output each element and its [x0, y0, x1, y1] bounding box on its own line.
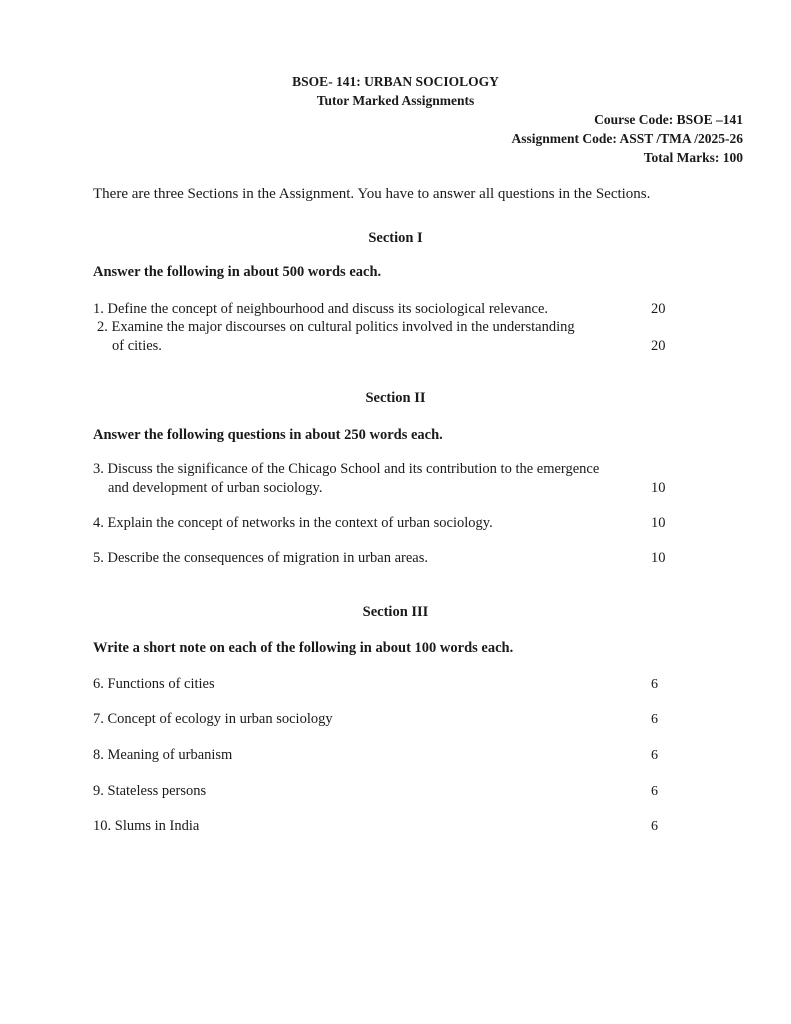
question-text-continued: of cities. [112, 338, 162, 354]
question-marks: 10 [651, 515, 666, 531]
question-text: 7. Concept of ecology in urban sociology [93, 711, 333, 727]
question-text: 1. Define the concept of neighbourhood and discuss its sociological relevance. [93, 301, 549, 317]
question-marks: 20 [651, 301, 666, 317]
section-instruction: Write a short note on each of the following in about 100 words each. [93, 640, 514, 656]
course-code: Course Code: BSOE –141 [594, 112, 743, 127]
question-text-continued: and development of urban sociology. [108, 480, 323, 496]
question-text: 9. Stateless persons [93, 783, 207, 799]
question-marks: 6 [651, 784, 658, 799]
question-marks: 10 [651, 480, 666, 496]
question-marks: 6 [651, 819, 658, 834]
question-text: 5. Describe the consequences of migration in urban areas. [93, 550, 428, 566]
question-text: 4. Explain the concept of networks in the context of urban sociology. [93, 515, 493, 531]
question-marks: 20 [651, 338, 666, 354]
total-marks: Total Marks: 100 [643, 150, 743, 165]
section-heading: Section III [362, 604, 429, 620]
intro-text: There are three Sections in the Assignment. You have to answer all questions in the Sections. [93, 186, 651, 202]
question-text: 8. Meaning of urbanism [93, 747, 233, 763]
assignment-code: Assignment Code: ASST /TMA /2025-26 [511, 131, 743, 146]
question-text: 10. Slums in India [93, 818, 200, 834]
question-marks: 10 [651, 550, 666, 566]
section-heading: Section II [365, 390, 426, 406]
question-text: 2. Examine the major discourses on cultural politics involved in the understanding [97, 319, 575, 335]
section-heading: Section I [368, 230, 423, 246]
section-instruction: Answer the following in about 500 words each. [93, 264, 382, 280]
question-marks: 6 [651, 677, 658, 692]
question-text: 6. Functions of cities [93, 676, 215, 692]
question-text: 3. Discuss the significance of the Chicago School and its contribution to the emergence [93, 461, 600, 477]
document-title: BSOE- 141: URBAN SOCIOLOGY [292, 74, 499, 89]
question-marks: 6 [651, 748, 658, 763]
section-instruction: Answer the following questions in about 250 words each. [93, 427, 443, 443]
document-subtitle: Tutor Marked Assignments [316, 93, 475, 108]
question-marks: 6 [651, 712, 658, 727]
